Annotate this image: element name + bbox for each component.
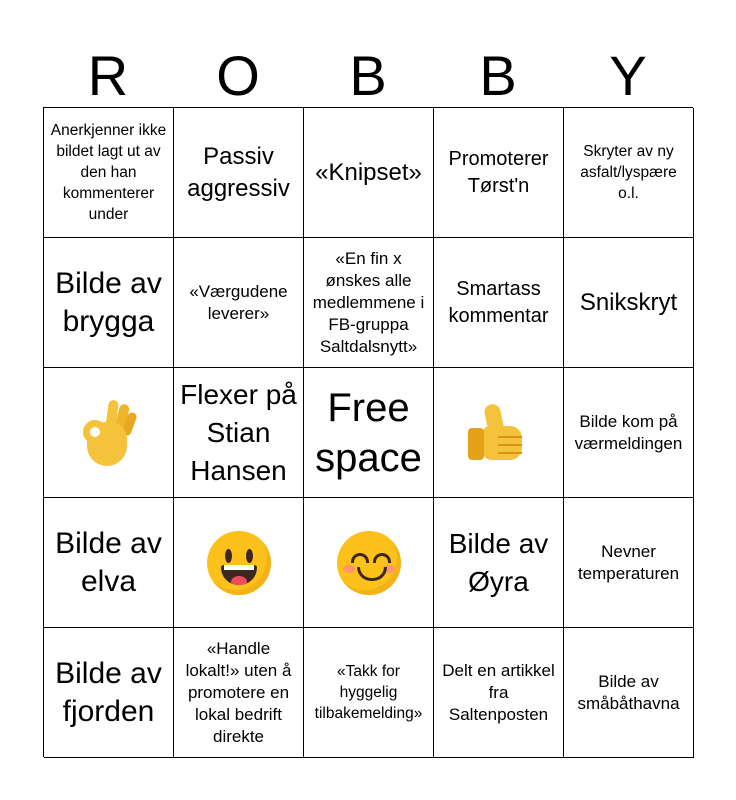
free-space-cell[interactable]: Free space (304, 368, 434, 498)
bingo-cell[interactable] (44, 368, 174, 498)
bingo-cell[interactable]: «En fin x ønskes alle medlemmene i FB-gruppa Saltdalsnytt» (304, 238, 434, 368)
bingo-cell[interactable]: Flexer på Stian Hansen (174, 368, 304, 498)
bingo-cell[interactable]: «Takk for hyggelig tilbakemelding» (304, 628, 434, 758)
bingo-header (43, 44, 693, 108)
bingo-cell[interactable]: «Værgudene leverer» (174, 238, 304, 368)
bingo-cell[interactable]: Bilde av elva (44, 498, 174, 628)
bingo-cell[interactable]: Bilde av fjorden (44, 628, 174, 758)
bingo-cell[interactable] (304, 498, 434, 628)
bingo-cell[interactable]: Promoterer Tørst'n (434, 108, 564, 238)
bingo-cell[interactable]: Snikskryt (564, 238, 694, 368)
header-letter: O (216, 44, 260, 107)
bingo-cell[interactable]: Skryter av ny asfalt/lyspære o.l. (564, 108, 694, 238)
thumbs-up-icon (468, 402, 530, 464)
smiling-face-icon (337, 531, 401, 595)
header-letter: R (87, 44, 129, 107)
bingo-cell[interactable]: Bilde av brygga (44, 238, 174, 368)
bingo-board (43, 107, 693, 757)
header-letter: B (349, 44, 387, 107)
bingo-cell[interactable]: Nevner temperaturen (564, 498, 694, 628)
bingo-cell[interactable] (174, 498, 304, 628)
bingo-cell[interactable]: Bilde av Øyra (434, 498, 564, 628)
bingo-cell[interactable]: Passiv aggressiv (174, 108, 304, 238)
header-letter: B (479, 44, 517, 107)
bingo-cell[interactable]: «Knipset» (304, 108, 434, 238)
bingo-cell[interactable] (434, 368, 564, 498)
bingo-cell[interactable]: «Handle lokalt!» uten å promotere en lokal bedrift direkte (174, 628, 304, 758)
bingo-cell[interactable]: Delt en artikkel fra Saltenposten (434, 628, 564, 758)
bingo-cell[interactable]: Bilde av småbåthavna (564, 628, 694, 758)
bingo-cell[interactable]: Smartass kommentar (434, 238, 564, 368)
header-letter: Y (609, 44, 647, 107)
bingo-cell[interactable]: Anerkjenner ikke bildet lagt ut av den han kommenterer under (44, 108, 174, 238)
ok-hand-icon (81, 398, 137, 468)
grinning-face-icon (207, 531, 271, 595)
bingo-cell[interactable]: Bilde kom på værmeldingen (564, 368, 694, 498)
